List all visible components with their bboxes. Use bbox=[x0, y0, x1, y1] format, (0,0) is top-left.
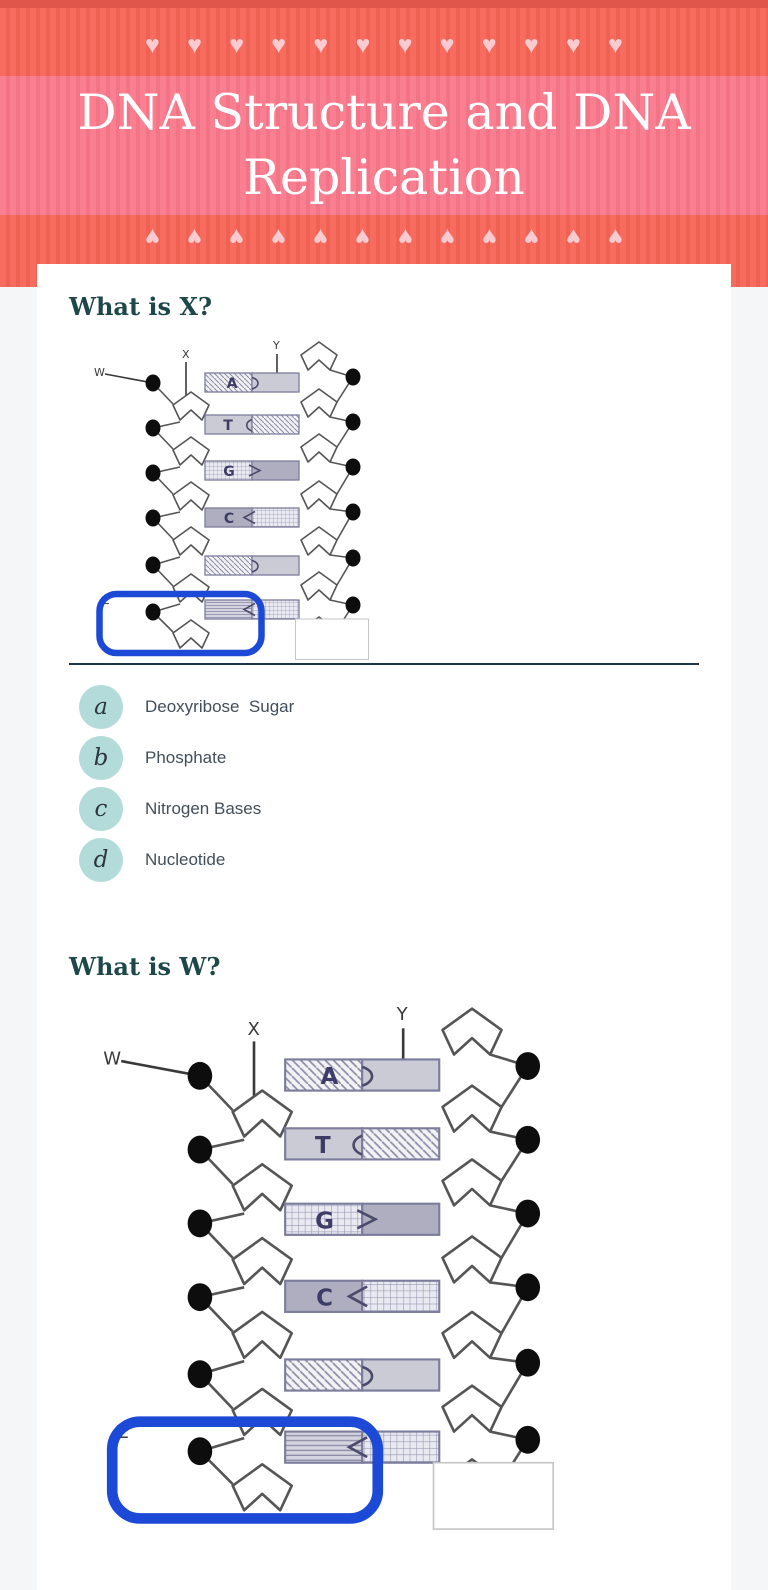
option-label: Deoxyribose Sugar bbox=[145, 697, 295, 716]
option-label: Phosphate bbox=[145, 748, 227, 767]
heart-icon: ♥ bbox=[145, 31, 160, 59]
heart-icon: ♥ bbox=[229, 31, 245, 59]
option-letter-badge: c bbox=[79, 787, 123, 831]
header-top-strip bbox=[0, 0, 768, 8]
heart-icon: ♥ bbox=[608, 31, 623, 59]
dna-structure-diagram-large bbox=[95, 1002, 554, 1530]
answer-options bbox=[69, 685, 699, 882]
question-2 bbox=[69, 952, 699, 1530]
heart-icon: ♥ bbox=[608, 223, 623, 251]
heart-icon: ♥ bbox=[355, 31, 371, 59]
option-letter-badge: a bbox=[79, 685, 123, 729]
heart-icon: ♥ bbox=[187, 223, 202, 251]
heart-icon: ♥ bbox=[523, 31, 539, 59]
heart-icon: ♥ bbox=[397, 223, 413, 251]
hearts-row-bottom bbox=[145, 215, 623, 249]
heart-icon: ♥ bbox=[565, 31, 581, 59]
heart-icon: ♥ bbox=[481, 31, 497, 59]
option-letter-badge: b bbox=[79, 736, 123, 780]
question-1 bbox=[69, 292, 699, 882]
page-title bbox=[77, 81, 690, 210]
page-title-line-1: DNA Structure and DNA bbox=[77, 83, 691, 141]
heart-icon: ♥ bbox=[145, 223, 160, 251]
heart-icon: ♥ bbox=[565, 223, 581, 251]
answer-option-c[interactable] bbox=[79, 787, 699, 831]
heart-icon: ♥ bbox=[355, 223, 371, 251]
page-title-line-2: Replication bbox=[243, 148, 525, 206]
question-divider bbox=[69, 663, 699, 665]
option-label: Nitrogen Bases bbox=[145, 799, 262, 818]
dna-structure-diagram bbox=[89, 338, 369, 660]
option-letter-badge: d bbox=[79, 838, 123, 882]
question-2-heading: What is W? bbox=[69, 952, 221, 981]
question-1-heading: What is X? bbox=[69, 292, 213, 321]
heart-icon: ♥ bbox=[187, 31, 202, 59]
heart-icon: ♥ bbox=[313, 31, 329, 59]
heart-icon: ♥ bbox=[271, 31, 287, 59]
heart-icon: ♥ bbox=[229, 223, 245, 251]
answer-option-a[interactable] bbox=[79, 685, 699, 729]
answer-option-d[interactable] bbox=[79, 838, 699, 882]
answer-option-b[interactable] bbox=[79, 736, 699, 780]
heart-icon: ♥ bbox=[313, 223, 329, 251]
heart-icon: ♥ bbox=[481, 223, 497, 251]
heart-icon: ♥ bbox=[439, 31, 455, 59]
worksheet-header bbox=[0, 0, 768, 287]
option-label: Nucleotide bbox=[145, 850, 226, 869]
heart-icon: ♥ bbox=[439, 223, 455, 251]
heart-icon: ♥ bbox=[397, 31, 413, 59]
title-band bbox=[0, 76, 768, 215]
heart-icon: ♥ bbox=[271, 223, 287, 251]
worksheet-card bbox=[37, 264, 731, 1590]
heart-icon: ♥ bbox=[523, 223, 539, 251]
hearts-row-top bbox=[145, 8, 623, 58]
